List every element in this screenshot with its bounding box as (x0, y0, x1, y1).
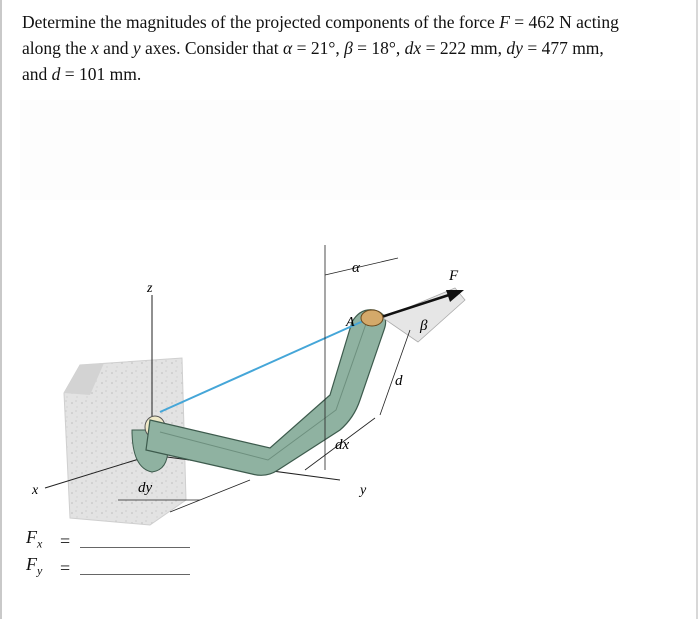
x-axis-label: x (32, 483, 39, 498)
dx-label: dx (335, 437, 350, 453)
y-axis-label: y (360, 483, 367, 498)
fy-answer-blank[interactable] (80, 558, 190, 575)
fx-answer-blank[interactable] (80, 531, 190, 548)
A-label: A (346, 315, 355, 330)
dy-label: dy (138, 480, 153, 496)
alpha-label: α (352, 260, 360, 276)
F-label: F (449, 268, 459, 284)
fy-equals: = (60, 558, 71, 578)
answer-section (26, 525, 190, 579)
problem-statement: Determine the magnitudes of the projected components of the force F = 462 N acting along the x and y axes. Consider that α = 21°, β = 18°, dx = 222 mm, dy = 477 mm, and d = 101 mm. (22, 12, 619, 84)
answer-row-fy (26, 552, 190, 579)
fx-label: $F_x$ (26, 527, 43, 551)
blank-region (20, 100, 680, 200)
collar-A (361, 310, 383, 326)
z-axis-label: z (147, 281, 153, 296)
fx-equals: = (60, 531, 71, 551)
beta-label: β (420, 318, 428, 334)
d-label: d (395, 373, 403, 389)
answer-row-fx (26, 525, 190, 552)
alpha-line (325, 258, 398, 275)
fy-label: $F_y$ (26, 554, 43, 578)
